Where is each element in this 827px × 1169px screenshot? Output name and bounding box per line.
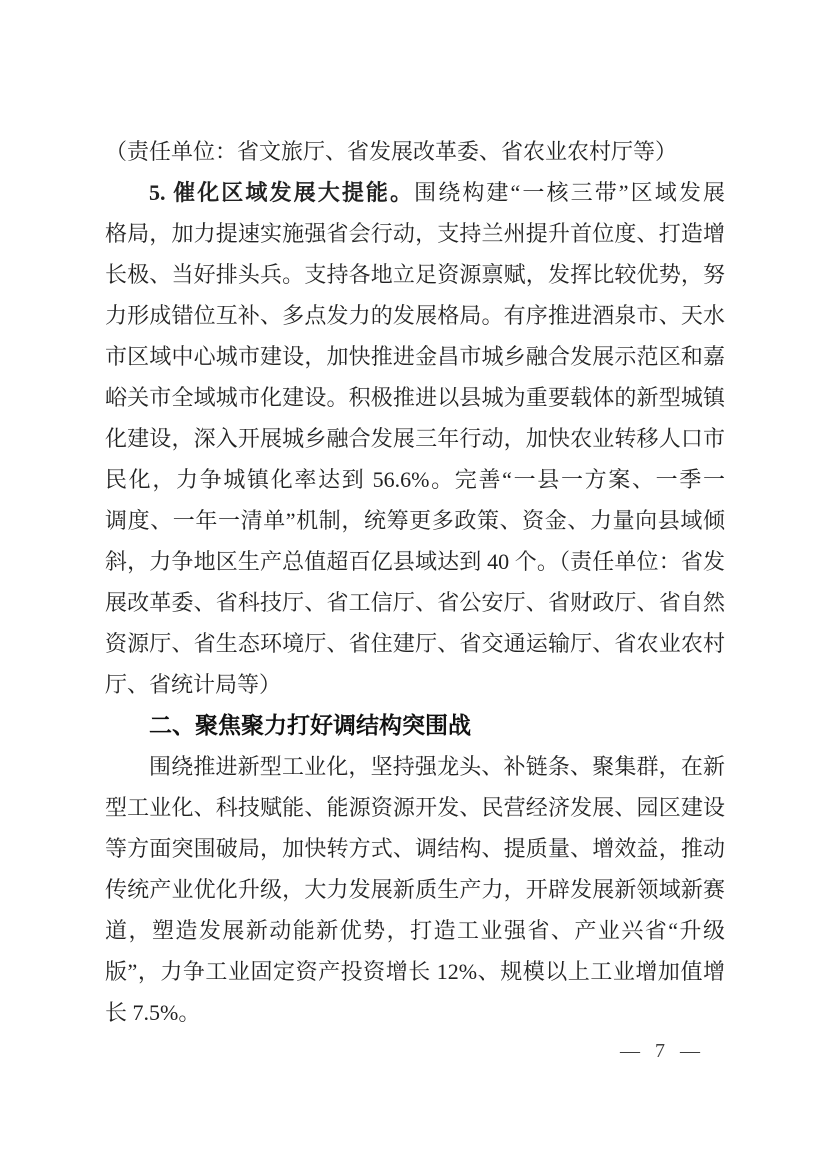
text-line: [105, 295, 725, 336]
text-line: [105, 377, 725, 418]
text-line: [105, 336, 725, 377]
text-line: [105, 910, 725, 951]
text-line: [105, 623, 725, 664]
line-text: 资源厅、省生态环境厅、省住建厅、省交通运输厅、省农业农村: [105, 631, 725, 656]
text-line: [105, 869, 725, 910]
text-column: [105, 131, 725, 1033]
line-text: 传统产业优化升级，大力发展新质生产力，开辟发展新领域新赛: [105, 877, 725, 902]
line-text: （责任单位：省文旅厅、省发展改革委、省农业农村厅等）: [105, 139, 678, 164]
line-text: 民化，力争城镇化率达到 56.6%。完善“一县一方案、一季一: [105, 467, 725, 492]
text-line: [105, 746, 725, 787]
text-line: [105, 459, 725, 500]
line-text: 格局，加力提速实施强省会行动，支持兰州提升首位度、打造增: [105, 221, 725, 246]
text-line: [105, 213, 725, 254]
line-text: 调度、一年一清单”机制，统筹更多政策、资金、力量向县域倾: [105, 508, 725, 533]
line-text: 道，塑造发展新动能新优势，打造工业强省、产业兴省“升级: [105, 918, 725, 943]
line-text: 展改革委、省科技厅、省工信厅、省公安厅、省财政厅、省自然: [105, 590, 725, 615]
text-line: [105, 951, 725, 992]
line-text: 市区域中心城市建设，加快推进金昌市城乡融合发展示范区和嘉: [105, 344, 725, 369]
line-text: 峪关市全域城市化建设。积极推进以县城为重要载体的新型城镇: [105, 385, 725, 410]
text-line: [105, 992, 725, 1033]
page-number: — 7 —: [620, 1040, 700, 1062]
text-line: [105, 787, 725, 828]
line-text: 长 7.5%。: [105, 1000, 201, 1025]
line-text: 力形成错位互补、多点发力的发展格局。有序推进酒泉市、天水: [105, 303, 725, 328]
line-text: 版”，力争工业固定资产投资增长 12%、规模以上工业增加值增: [105, 959, 725, 984]
line-text: 化建设，深入开展城乡融合发展三年行动，加快农业转移人口市: [105, 426, 725, 451]
line-text: 长极、当好排头兵。支持各地立足资源禀赋，发挥比较优势，努: [105, 262, 725, 287]
line-text: 型工业化、科技赋能、能源资源开发、民营经济发展、园区建设: [105, 795, 725, 820]
line-text: 围绕推进新型工业化，坚持强龙头、补链条、聚集群，在新: [149, 754, 725, 779]
text-line: [105, 254, 725, 295]
text-line: [105, 418, 725, 459]
item-lead-bold: 5. 催化区域发展大提能。: [149, 180, 415, 205]
text-line: [105, 131, 725, 172]
text-line: [105, 664, 725, 705]
text-line: [105, 500, 725, 541]
text-line: [105, 541, 725, 582]
line-text: 围绕构建“一核三带”区域发展: [414, 180, 725, 205]
line-text: 二、聚焦聚力打好调结构突围战: [149, 712, 471, 738]
text-line: [105, 172, 725, 213]
line-text: 斜，力争地区生产总值超百亿县域达到 40 个。（责任单位：省发: [105, 549, 725, 574]
section-heading: [105, 705, 725, 746]
text-line: [105, 828, 725, 869]
line-text: 厅、省统计局等）: [105, 672, 282, 697]
line-text: 等方面突围破局，加快转方式、调结构、提质量、增效益，推动: [105, 836, 725, 861]
text-line: [105, 582, 725, 623]
